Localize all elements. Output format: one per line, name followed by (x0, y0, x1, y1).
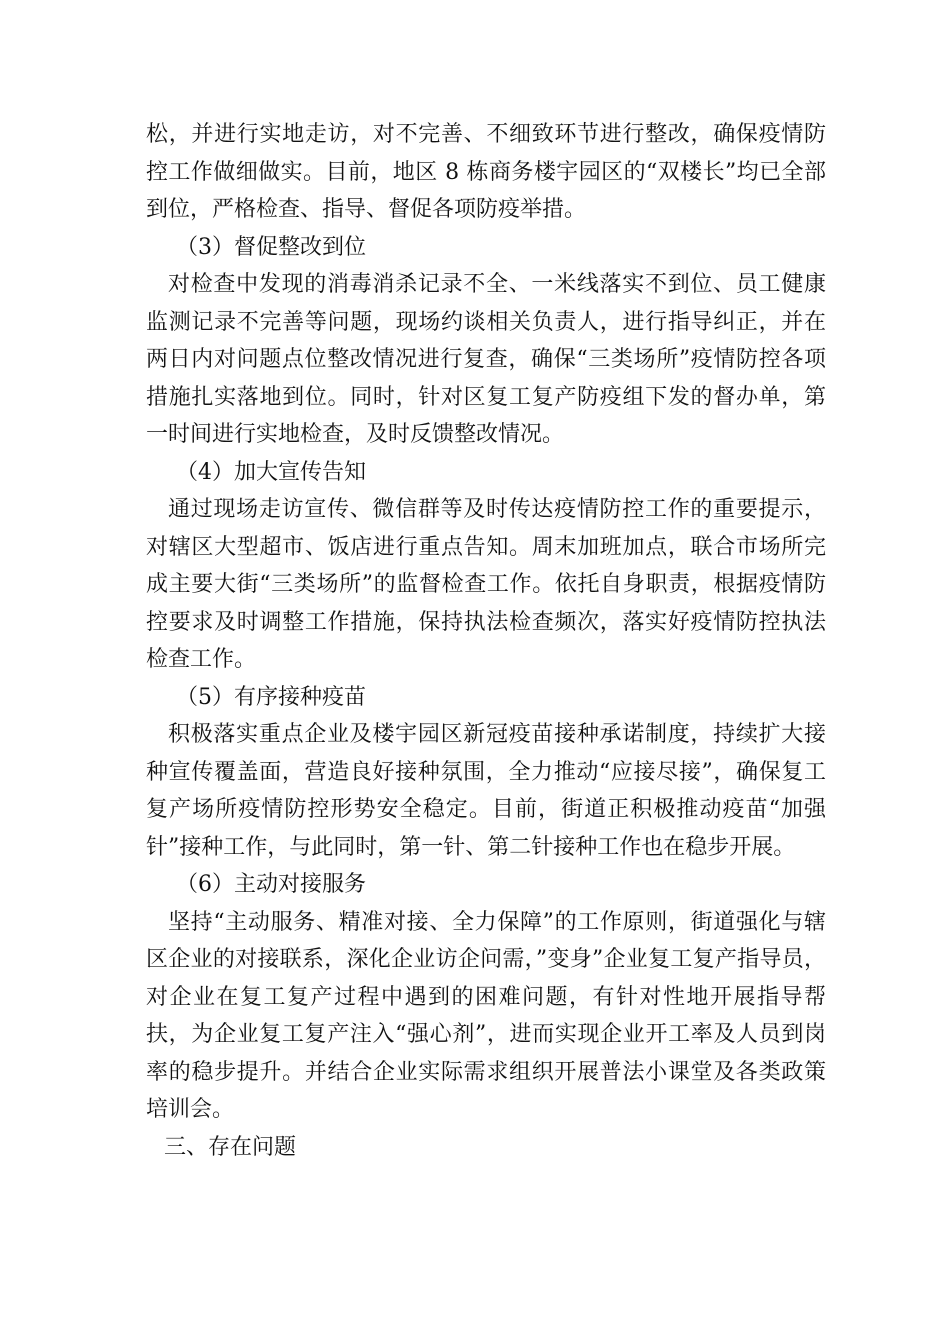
document-body (146, 116, 826, 1166)
paragraph-vaccination: 积极落实重点企业及楼宇园区新冠疫苗接种承诺制度，持续扩大接种宣传覆盖面，营造良好接种氛围，全力推动“应接尽接”，确保复工复产场所疫情防控形势安全稳定。目前，街道正积极推动疫苗“加强针”接种工作，与此同时，第一针、第二针接种工作也在稳步开展。 (146, 722, 826, 860)
paragraph-publicity: 通过现场走访宣传、微信群等及时传达疫情防控工作的重要提示，对辖区大型超市、饭店进行重点告知。周末加班加点，联合市场所完成主要大街“三类场所”的监督检查工作。依托自身职责，根据疫情防控要求及时调整工作措施，保持执法检查频次，落实好疫情防控执法检查工作。 (146, 497, 826, 672)
subheading-5: （5）有序接种疫苗 (176, 684, 366, 710)
paragraph-continued: 松，并进行实地走访，对不完善、不细致环节进行整改，确保疫情防控工作做细做实。目前，地区 8 栋商务楼宇园区的“双楼长”均已全部到位，严格检查、指导、督促各项防疫举措。 (146, 122, 826, 222)
paragraph-service: 坚持“主动服务、精准对接、全力保障”的工作原则，街道强化与辖区企业的对接联系，深化企业访企问需，”变身”企业复工复产指导员，对企业在复工复产过程中遇到的困难问题，有针对性地开展指导帮扶，为企业复工复产注入“强心剂”，进而实现企业开工率及人员到岗率的稳步提升。并结合企业实际需求组织开展普法小课堂及各类政策培训会。 (146, 909, 826, 1122)
section-heading-problems: 三、存在问题 (164, 1134, 297, 1160)
subheading-3: （3）督促整改到位 (176, 234, 366, 260)
subheading-6: （6）主动对接服务 (176, 872, 366, 897)
paragraph-rectification: 对检查中发现的消毒消杀记录不全、一米线落实不到位、员工健康监测记录不完善等问题，现场约谈相关负责人，进行指导纠正，并在两日内对问题点位整改情况进行复查，确保“三类场所”疫情防控各项措施扎实落地到位。同时，针对区复工复产防疫组下发的督办单，第一时间进行实地检查，及时反馈整改情况。 (146, 272, 826, 447)
subheading-4: （4）加大宣传告知 (176, 459, 366, 485)
